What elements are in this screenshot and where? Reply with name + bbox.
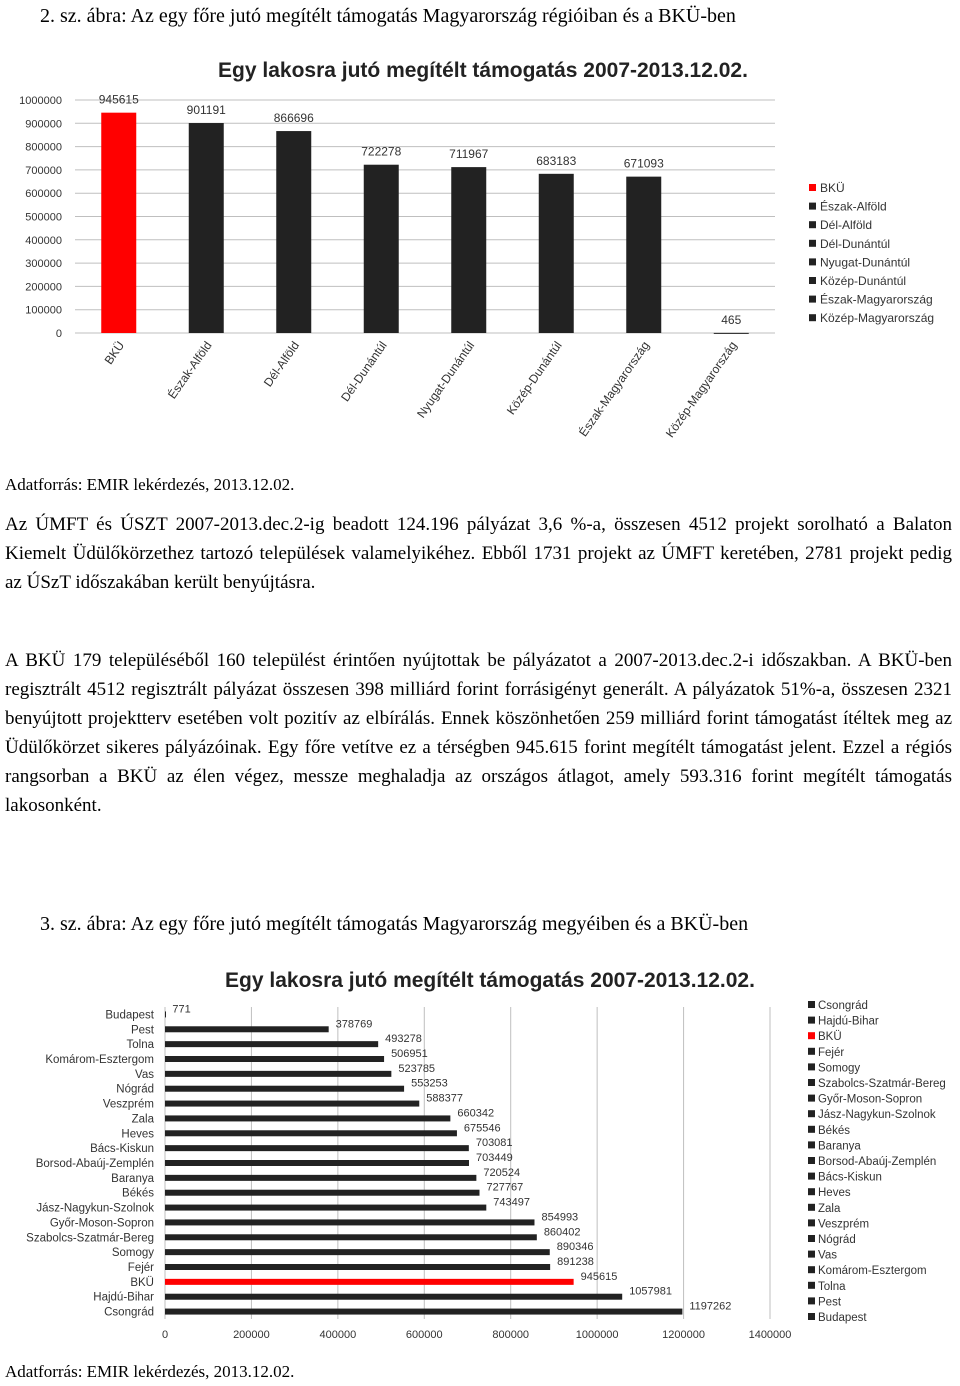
chart2-y-tick-label: Vas <box>135 1068 154 1081</box>
chart2-legend-label: Budapest <box>818 1312 867 1324</box>
chart2-legend-swatch <box>808 1173 815 1180</box>
chart1-x-tick-label: BKÜ <box>101 338 128 367</box>
chart1-bar <box>626 177 661 333</box>
chart2-legend-swatch <box>808 1297 815 1304</box>
chart2-bar <box>165 1115 450 1121</box>
chart2-y-tick-label: Nógrád <box>116 1083 154 1096</box>
chart2-y-tick-label: Békés <box>122 1187 154 1200</box>
chart2-data-label: 553253 <box>411 1077 448 1090</box>
chart2-legend-swatch <box>808 1095 815 1102</box>
chart2-legend-swatch <box>808 1063 815 1070</box>
chart2-legend-label: Baranya <box>818 1140 861 1153</box>
chart2-bar <box>165 1294 622 1300</box>
chart2-data-label: 588377 <box>426 1092 463 1105</box>
chart1-legend-label: BKÜ <box>820 181 845 195</box>
chart2-bar <box>165 1309 682 1315</box>
chart2-legend-label: Borsod-Abaúj-Zemplén <box>818 1156 937 1168</box>
chart2-y-tick-label: Tolna <box>126 1039 154 1052</box>
chart2-y-tick-label: Zala <box>131 1113 154 1126</box>
chart1-x-tick-label: Dél-Alföld <box>260 338 303 390</box>
chart1-bar <box>539 174 574 333</box>
chart2-legend-label: Jász-Nagykun-Szolnok <box>818 1109 936 1122</box>
chart1-legend-swatch <box>809 184 816 191</box>
chart1-y-tick-label: 700000 <box>25 164 62 177</box>
chart1-legend-label: Észak-Alföld <box>820 199 887 214</box>
chart2-legend-swatch <box>808 1251 815 1258</box>
chart1-data-label: 901191 <box>186 103 226 118</box>
chart2-legend-swatch <box>808 1141 815 1148</box>
chart1-data-label: 711967 <box>449 147 489 162</box>
chart2-legend-swatch <box>808 1048 815 1055</box>
chart2-legend-label: Békés <box>818 1124 850 1137</box>
chart2-bar <box>165 1130 457 1136</box>
chart1-bar <box>276 131 311 333</box>
chart1-y-tick-label: 0 <box>55 328 62 340</box>
chart1-x-tick-label: Közép-Magyarország <box>662 338 740 441</box>
chart2-bar <box>165 1026 329 1032</box>
chart1-legend-swatch <box>809 221 816 228</box>
chart2-y-tick-label: Bács-Kiskun <box>90 1143 154 1156</box>
chart2-legend-label: BKÜ <box>818 1031 842 1044</box>
chart1-x-tick-label: Közép-Dunántúl <box>503 338 565 418</box>
chart2-legend-swatch <box>808 1204 815 1211</box>
chart1-y-tick-label: 1000000 <box>19 95 62 107</box>
chart2-bar <box>165 1011 166 1017</box>
chart2-legend-swatch <box>808 1017 815 1024</box>
chart2-data-label: 378769 <box>335 1018 373 1031</box>
chart2-legend-label: Tolna <box>818 1280 846 1293</box>
chart2-legend-swatch <box>808 1001 815 1008</box>
chart2-data-label: 1197262 <box>689 1300 732 1313</box>
chart2-bar <box>165 1264 550 1270</box>
chart2-legend-label: Heves <box>818 1187 851 1200</box>
chart1-bar <box>714 333 749 334</box>
chart2-y-tick-label: BKÜ <box>130 1276 154 1289</box>
chart2-y-tick-label: Veszprém <box>102 1098 154 1111</box>
chart2-bar <box>165 1071 391 1077</box>
chart1-x-tick-label: Észak-Alföld <box>164 338 215 402</box>
chart2-x-tick-label: 400000 <box>319 1329 357 1341</box>
chart1-legend-swatch <box>809 296 816 303</box>
chart2-bar <box>165 1249 550 1255</box>
chart2-bar <box>165 1234 537 1240</box>
chart2-legend-swatch <box>808 1032 815 1039</box>
chart2-legend-swatch <box>808 1235 815 1242</box>
chart1-y-tick-label: 100000 <box>25 304 62 317</box>
chart2-y-tick-label: Pest <box>130 1024 154 1037</box>
chart1-y-tick-label: 200000 <box>25 281 62 294</box>
figure-3-source: Adatforrás: EMIR lekérdezés, 2013.12.02. <box>5 1362 295 1381</box>
chart2-y-tick-label: Hajdú-Bihar <box>93 1291 154 1304</box>
figure-2-source: Adatforrás: EMIR lekérdezés, 2013.12.02. <box>5 475 295 494</box>
chart2-bar <box>165 1175 476 1181</box>
chart1-legend-label: Közép-Dunántúl <box>820 274 907 288</box>
chart1-x-tick-label: Észak-Magyarország <box>576 338 653 440</box>
chart1-y-tick-label: 600000 <box>25 188 62 201</box>
chart2-legend-swatch <box>808 1266 815 1273</box>
chart2-bar <box>165 1041 378 1047</box>
chart2-legend-swatch <box>808 1079 815 1086</box>
chart2-y-tick-label: Jász-Nagykun-Szolnok <box>36 1202 154 1215</box>
chart2-data-label: 523785 <box>398 1062 436 1075</box>
chart1-legend-label: Észak-Magyarország <box>820 292 933 307</box>
chart2-y-tick-label: Csongrád <box>104 1306 154 1319</box>
chart1-legend-swatch <box>809 203 816 210</box>
chart2-y-tick-label: Szabolcs-Szatmár-Bereg <box>26 1232 154 1245</box>
chart2-data-label: 854993 <box>541 1211 579 1224</box>
chart2-data-label: 703081 <box>475 1137 513 1150</box>
chart1-data-label: 671093 <box>623 156 664 171</box>
chart2-legend-label: Hajdú-Bihar <box>818 1015 879 1028</box>
chart1-legend-label: Nyugat-Dunántúl <box>820 255 911 270</box>
chart2-x-tick-label: 200000 <box>233 1329 270 1341</box>
chart2-data-label: 891238 <box>557 1256 594 1268</box>
chart2-x-tick-label: 1200000 <box>662 1329 705 1341</box>
chart1-legend-swatch <box>809 277 816 284</box>
chart2-legend-label: Veszprém <box>818 1218 870 1231</box>
chart2-data-label: 506951 <box>391 1048 428 1060</box>
chart2-bar <box>165 1056 384 1062</box>
chart2-legend-label: Szabolcs-Szatmár-Bereg <box>818 1078 946 1090</box>
chart1-legend-swatch <box>809 240 816 247</box>
chart2-bar <box>165 1086 404 1092</box>
paragraph-2: A BKÜ 179 településéből 160 települést érintően nyújtottak be pályázatot a 2007-2013.dec.2-i időszakban. A BKÜ-ben regisztrált 4512 regisztrált pályázat összesen 398 milliárd forint forrásigényt generált. A pályázatok 51%-a, összesen 2321 benyújtott projektterv esetében volt pozitív az elbírálás. Ennek köszönhetően 259 milliárd forint támogatást ítéltek meg az Üdülőkörzet sikeres pályázóinak. Egy főre vetítve ez a térségben 945.615 forint megítélt támogatást jelent. Ezzel a régiós rangsorban a BKÜ az élen végez, messze meghaladja az országos átlagot, amely 593.316 forint megítélt támogatás lakosonként. <box>5 650 952 816</box>
chart1-bar <box>364 165 399 333</box>
chart2-x-tick-label: 800000 <box>492 1329 530 1341</box>
chart2-x-tick-label: 1000000 <box>575 1329 619 1341</box>
chart2-data-label: 727767 <box>486 1181 524 1194</box>
chart1-bar <box>101 113 136 333</box>
chart2-data-label: 675546 <box>463 1122 501 1135</box>
chart2-x-tick-label: 0 <box>161 1329 169 1341</box>
chart2-legend-label: Zala <box>818 1202 841 1215</box>
chart2-legend-label: Pest <box>818 1296 842 1309</box>
chart2-legend-swatch <box>808 1282 815 1289</box>
chart2-legend-label: Komárom-Esztergom <box>818 1265 927 1278</box>
chart1-y-tick-label: 900000 <box>25 118 62 131</box>
chart1-x-tick-label: Dél-Dunántúl <box>338 338 390 405</box>
chart2-x-tick-label: 600000 <box>405 1329 443 1341</box>
chart2-title: Egy lakosra jutó megítélt támogatás 2007-2013.12.02. <box>225 969 755 992</box>
paragraph-1: Az ÚMFT és ÚSZT 2007-2013.dec.2-ig beadott 124.196 pályázat 3,6 %-a, összesen 4512 projekt sorolható a Balaton Kiemelt Üdülőkörzethez tartozó települések valamelyikéhez. Ebből 1731 projekt az ÚMFT keretében, 2781 projekt pedig az ÚSzT időszakában került benyújtásra. <box>5 514 952 593</box>
chart1-data-label: 722278 <box>361 144 402 159</box>
chart2-data-label: 703449 <box>475 1152 513 1164</box>
chart2-x-tick-label: 1400000 <box>748 1329 792 1341</box>
chart1-legend-swatch <box>809 258 816 265</box>
chart2-legend-label: Csongrád <box>818 1000 868 1012</box>
chart2-bar <box>165 1219 534 1225</box>
chart1-y-tick-label: 800000 <box>25 141 62 154</box>
chart2-data-label: 890346 <box>556 1241 594 1254</box>
chart2-data-label: 771 <box>172 1003 191 1016</box>
chart2-legend-label: Bács-Kiskun <box>818 1171 882 1184</box>
chart2-bar <box>165 1145 469 1151</box>
chart1-data-label: 465 <box>721 312 742 327</box>
chart2-bar <box>165 1101 419 1107</box>
chart2-y-tick-label: Heves <box>121 1128 154 1141</box>
chart1-x-tick-label: Nyugat-Dunántúl <box>414 338 478 421</box>
chart1-bar <box>189 123 224 333</box>
chart1-data-label: 683183 <box>536 153 577 168</box>
chart1-bar <box>451 167 486 333</box>
chart2-legend-swatch <box>808 1157 815 1164</box>
chart2-bar <box>165 1160 469 1166</box>
chart2-data-label: 720524 <box>483 1166 521 1179</box>
chart2-data-label: 1057981 <box>629 1285 673 1298</box>
chart2-legend-label: Nógrád <box>818 1234 856 1246</box>
chart2-legend-label: Fejér <box>818 1046 845 1059</box>
chart1-title: Egy lakosra jutó megítélt támogatás 2007-2013.12.02. <box>218 59 748 82</box>
chart2-legend-label: Vas <box>818 1249 837 1262</box>
chart2-legend-label: Győr-Moson-Sopron <box>818 1093 923 1106</box>
chart1-data-label: 945615 <box>98 92 139 107</box>
chart2-y-tick-label: Budapest <box>105 1009 154 1022</box>
chart1-y-tick-label: 400000 <box>25 234 62 247</box>
chart2-data-label: 860402 <box>543 1226 581 1239</box>
chart1-data-label: 866696 <box>273 111 314 126</box>
chart1-legend-label: Dél-Dunántúl <box>820 236 891 251</box>
chart2-y-tick-label: Fejér <box>127 1262 154 1274</box>
chart1-legend-swatch <box>809 314 816 321</box>
chart2-data-label: 660342 <box>457 1107 495 1120</box>
chart2-legend-swatch <box>808 1219 815 1226</box>
chart2-data-label: 945615 <box>580 1270 618 1283</box>
chart2-legend-swatch <box>808 1188 815 1195</box>
chart2-y-tick-label: Komárom-Esztergom <box>45 1054 154 1066</box>
chart2-y-tick-label: Baranya <box>111 1172 154 1185</box>
county-bar-chart <box>0 950 960 1355</box>
figure-3-caption: 3. sz. ábra: Az egy főre jutó megítélt támogatás Magyarország megyéiben és a BKÜ-ben <box>40 913 749 935</box>
chart2-y-tick-label: Somogy <box>111 1247 154 1260</box>
chart2-bar <box>165 1205 486 1211</box>
chart2-legend-label: Somogy <box>818 1062 861 1075</box>
chart2-bar <box>165 1190 479 1196</box>
chart2-data-label: 493278 <box>385 1033 422 1046</box>
chart2-bar <box>165 1279 574 1285</box>
chart2-legend-swatch <box>808 1313 815 1320</box>
chart2-legend-swatch <box>808 1110 815 1117</box>
figure-2-caption: 2. sz. ábra: Az egy főre jutó megítélt támogatás Magyarország régióiban és a BKÜ-ben <box>40 5 736 27</box>
chart2-legend-swatch <box>808 1126 815 1133</box>
chart1-y-tick-label: 300000 <box>25 258 62 271</box>
chart2-y-tick-label: Győr-Moson-Sopron <box>49 1217 154 1230</box>
chart1-y-tick-label: 500000 <box>25 211 62 224</box>
regional-bar-chart <box>0 40 960 480</box>
chart2-data-label: 743497 <box>493 1196 531 1209</box>
chart1-legend-label: Dél-Alföld <box>820 218 873 233</box>
chart2-y-tick-label: Borsod-Abaúj-Zemplén <box>35 1158 154 1170</box>
chart1-legend-label: Közép-Magyarország <box>820 311 935 326</box>
